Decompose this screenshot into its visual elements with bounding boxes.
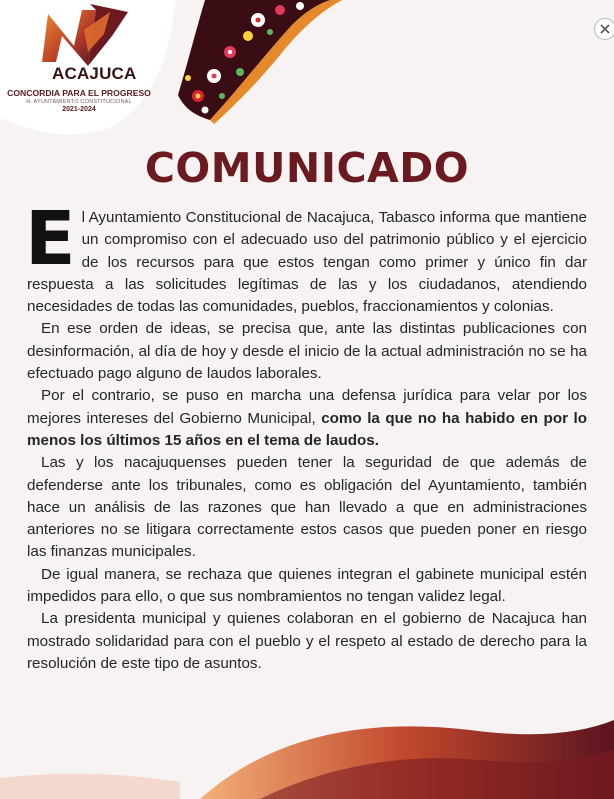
drop-cap: E xyxy=(25,196,76,282)
floral-border-icon xyxy=(178,0,342,124)
logo-slogan: CONCORDIA PARA EL PROGRESO xyxy=(7,88,151,98)
communique-body xyxy=(25,196,588,675)
paragraph-1-text: l Ayuntamiento Constitucional de Nacajuca, Tabasco informa que mantiene un compromiso con el adecuado uso del patrimonio público y el ejercicio de los recursos para que estos tengan como primer y único fin dar respuesta a las solicitudes legítimas de las y los ciudadanos, atendiendo necesidades de todas las comunidades, pueblos, fraccionamientos y colonias. xyxy=(27,209,587,316)
paragraph-6: La presidenta municipal y quienes colaboran en el gobierno de Nacajuca han mostrado solidaridad para con el pueblo y el respeto al estado de derecho para la resolución de este tipo de asuntos. xyxy=(27,610,587,672)
paragraph-3-text: Por el contrario, se puso en marcha una defensa jurídica para velar por los mejores intereses del Gobierno Municipal, xyxy=(27,387,587,427)
paragraph-3-emphasis: como la que no ha habido en por lo menos los últimos 15 años en el tema de laudos. xyxy=(27,409,588,449)
logo-subtitle: H. AYUNTAMIENTO CONSTITUCIONAL xyxy=(26,99,132,105)
close-button[interactable] xyxy=(594,18,614,40)
paragraph-3 xyxy=(27,385,587,452)
close-icon xyxy=(599,23,611,35)
paragraph-5: De igual manera, se rechaza que quienes integran el gabinete municipal estén impedidos para ello, o que sus nombramientos no tengan validez legal. xyxy=(27,565,587,606)
paragraph-2: En ese orden de ideas, se precisa que, ante las distintas publicaciones con desinformación, al día de hoy y desde el inicio de la actual administración no se ha efectuado pago alguno de laudos laborales. xyxy=(27,320,587,383)
page-title: COMUNICADO xyxy=(144,144,470,192)
municipal-logo xyxy=(0,0,160,135)
footer-decoration xyxy=(0,690,614,799)
paragraph-4: Las y los nacajuquenses pueden tener la seguridad de que además de defenderse ante los tribunales, como es obligación del Ayuntamiento, también hace un análisis de las razones que han llevado a que en administraciones anteriores no se litigara correctamente estos casos que pueden poner en riesgo las finanzas municipales. xyxy=(27,454,587,561)
logo-name: ACAJUCA xyxy=(52,64,137,83)
logo-years: 2021-2024 xyxy=(62,106,96,113)
paragraph-1 xyxy=(25,196,587,318)
